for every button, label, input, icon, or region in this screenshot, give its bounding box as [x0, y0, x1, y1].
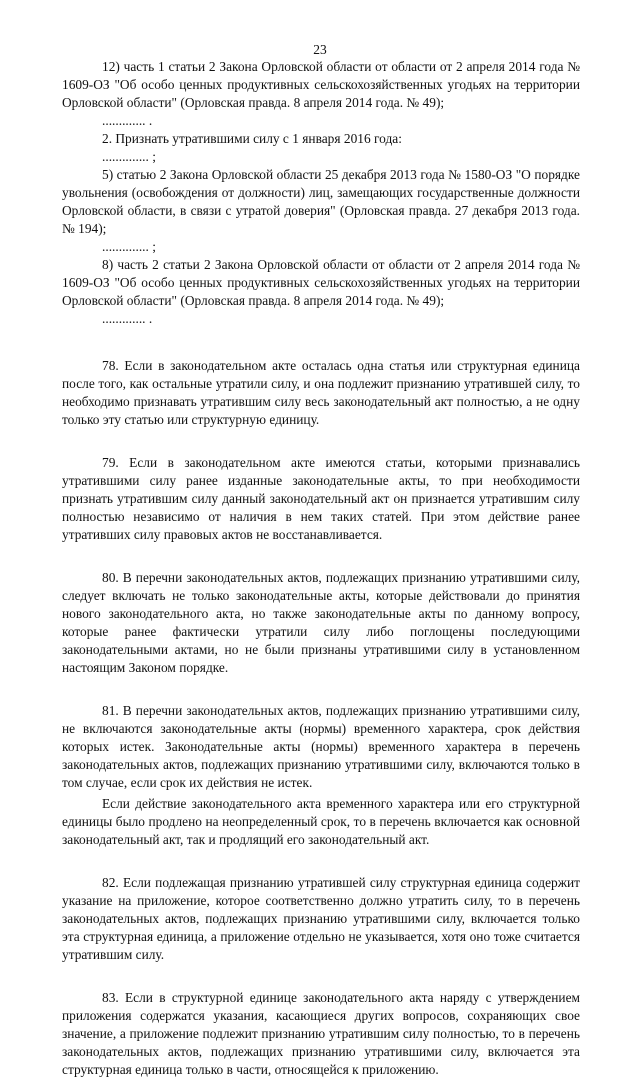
paragraph-83: 83. Если в структурной единице законодательного акта наряду с утверждением приложения содержатся указания, касающиеся других вопросов, сохраняющих свое значение, а приложение подлежит признанию утратившим силу полностью, то в перечень законодательных актов, подлежащих признанию утратившими силу, включается эта структурная единица только в части, относящейся к приложению. — [62, 990, 580, 1077]
paragraph-78: 78. Если в законодательном акте осталась одна статья или структурная единица после того, как остальные утратили силу, и она подлежит признанию утратившей силу, то необходимо признавать утратившим силу весь законодательный акт полностью, а не одну только эту статью или структурную единицу. — [62, 358, 580, 427]
ellipsis-line: ............. . — [102, 311, 153, 326]
paragraph-82: 82. Если подлежащая признанию утратившей силу структурная единица содержит указание на приложение, которое соответственно должно утратить силу, то в перечень законодательных актов, подлежащих признанию утратившими силу, включается только эта структурная единица, а приложение отдельно не указывается, хотя оно тоже считается утратившим силу. — [62, 875, 580, 962]
ellipsis-line: .............. ; — [102, 149, 156, 164]
ellipsis-line: .............. ; — [102, 239, 156, 254]
quote-item-2: 2. Признать утратившими силу с 1 января 2016 года: — [102, 131, 402, 146]
page-number: 23 — [313, 42, 327, 57]
paragraph-81: 81. В перечни законодательных актов, подлежащих признанию утратившими силу, не включаются законодательные акты (нормы) временного характера, срок действия которых истек. Законодательные акты (нормы) временного характера в перечень законодательных актов, подлежащих признанию утратившими силу, включаются только в том случае, если срок их действия не истек. — [62, 703, 580, 790]
paragraph-79: 79. Если в законодательном акте имеются статьи, которыми признавались утратившими силу ранее изданные законодательные акты, то при необходимости признать утратившим силу данный законодательный акт он признается утратившим силу полностью независимо от наличия в нем таких статей. При этом действие ранее утративших силу правовых актов не восстанавливается. — [62, 455, 580, 542]
quote-item-8: 8) часть 2 статьи 2 Закона Орловской области от области от 2 апреля 2014 года № 1609-ОЗ "Об особо ценных продуктивных сельскохозяйственных угодьях на территории Орловской области" (Орловская правда. 8 апреля 2014 года. № 49); — [62, 257, 580, 308]
document-body — [62, 58, 580, 1079]
paragraph-80: 80. В перечни законодательных актов, подлежащих признанию утратившими силу, следует включать не только законодательные акты, которые действовали до принятия нового законодательного акта, но также законодательные акты по данному вопросу, которые ранее фактически утратили силу либо поглощены последующими законодательными актами, но не были признаны утратившими силу в установленном настоящим Законом порядке. — [62, 570, 580, 675]
quote-item-5: 5) статью 2 Закона Орловской области 25 декабря 2013 года № 1580-ОЗ "О порядке увольнения (освобождения от должности) лиц, замещающих государственные должности Орловской области, в связи с утратой доверия" (Орловская правда. 27 декабря 2013 года. № 194); — [62, 167, 580, 236]
quote-item-12: 12) часть 1 статьи 2 Закона Орловской области от области от 2 апреля 2014 года № 1609-ОЗ "Об особо ценных продуктивных сельскохозяйственных угодьях на территории Орловской области" (Орловская правда. 8 апреля 2014 года. № 49); — [62, 59, 580, 110]
ellipsis-line: ............. . — [102, 113, 153, 128]
paragraph-81-continuation: Если действие законодательного акта временного характера или его структурной единицы было продлено на неопределенный срок, то в перечень включается как основной законодательный акт, так и продлящий его законодательный акт. — [62, 796, 580, 847]
